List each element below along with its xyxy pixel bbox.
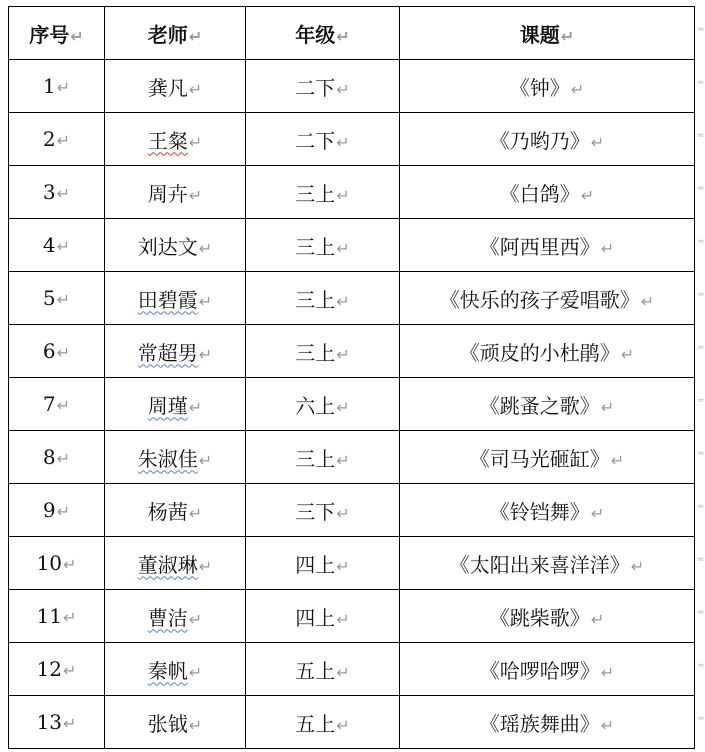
cell-topic[interactable] bbox=[400, 378, 695, 431]
paragraph-mark-icon: ↵ bbox=[56, 290, 71, 309]
paragraph-mark-icon: ↵ bbox=[188, 662, 203, 682]
cell-number[interactable] bbox=[9, 378, 105, 431]
paragraph-mark-icon: ↵ bbox=[336, 556, 350, 576]
cell-number-text: 13 bbox=[36, 710, 63, 734]
paragraph-mark-icon: ↵ bbox=[580, 185, 595, 205]
end-of-row-mark-icon: ≈ bbox=[697, 131, 705, 141]
header-label: 课题 bbox=[519, 22, 560, 47]
cell-teacher-text: 曹洁 bbox=[147, 605, 188, 630]
paragraph-mark-icon: ↵ bbox=[188, 609, 203, 629]
cell-number-text: 2 bbox=[42, 127, 56, 151]
paragraph-mark-icon: ↵ bbox=[188, 79, 203, 99]
paragraph-mark-icon: ↵ bbox=[56, 131, 71, 150]
cell-teacher[interactable] bbox=[105, 60, 246, 113]
paragraph-mark-icon: ↵ bbox=[600, 662, 615, 682]
cell-teacher-text: 杨茜 bbox=[147, 499, 188, 524]
cell-topic[interactable] bbox=[400, 113, 695, 166]
cell-grade[interactable] bbox=[246, 219, 400, 272]
table-row bbox=[9, 325, 695, 378]
paragraph-mark-icon: ↵ bbox=[336, 291, 350, 311]
cell-teacher-text: 周瑾 bbox=[147, 393, 188, 418]
end-of-row-mark-icon: ≈ bbox=[697, 608, 705, 618]
paragraph-mark-icon: ↵ bbox=[336, 185, 350, 205]
paragraph-mark-icon: ↵ bbox=[600, 715, 615, 735]
cell-number-text: 11 bbox=[36, 604, 63, 628]
cell-teacher[interactable] bbox=[105, 431, 246, 484]
header-label: 年级 bbox=[295, 22, 336, 47]
lesson-table bbox=[8, 6, 695, 749]
cell-number-text: 6 bbox=[42, 339, 56, 363]
cell-number[interactable] bbox=[9, 166, 105, 219]
end-of-row-mark-icon: ≈ bbox=[697, 714, 705, 724]
paragraph-mark-icon: ↵ bbox=[336, 397, 350, 417]
paragraph-mark-icon: ↵ bbox=[336, 662, 350, 682]
cell-teacher-text: 董淑琳 bbox=[137, 552, 198, 577]
paragraph-mark-icon: ↵ bbox=[56, 237, 71, 256]
end-of-row-mark-icon: ≈ bbox=[697, 343, 705, 353]
paragraph-mark-icon: ↵ bbox=[336, 609, 350, 629]
cell-number[interactable] bbox=[9, 219, 105, 272]
cell-number-text: 10 bbox=[36, 551, 63, 575]
cell-number[interactable] bbox=[9, 272, 105, 325]
cell-grade[interactable] bbox=[246, 113, 400, 166]
header-label: 序号 bbox=[29, 22, 70, 47]
paragraph-mark-icon: ↵ bbox=[56, 396, 71, 415]
paragraph-mark-icon: ↵ bbox=[63, 714, 77, 733]
cell-grade[interactable] bbox=[246, 325, 400, 378]
cell-topic-text: 《阿西里西》 bbox=[479, 234, 600, 259]
cell-number-text: 4 bbox=[42, 233, 56, 257]
cell-teacher-text: 田碧霞 bbox=[137, 287, 198, 312]
paragraph-mark-icon: ↵ bbox=[198, 450, 213, 470]
paragraph-mark-icon: ↵ bbox=[56, 449, 71, 468]
paragraph-mark-icon: ↵ bbox=[56, 184, 71, 203]
cell-teacher[interactable] bbox=[105, 378, 246, 431]
cell-number-text: 5 bbox=[42, 286, 56, 310]
paragraph-mark-icon: ↵ bbox=[336, 344, 350, 364]
cell-topic-text: 《白鸽》 bbox=[499, 181, 580, 206]
cell-grade-text: 五上 bbox=[295, 658, 336, 683]
end-of-row-mark-icon: ≈ bbox=[697, 290, 705, 300]
cell-teacher[interactable] bbox=[105, 696, 246, 749]
paragraph-mark-icon: ↵ bbox=[56, 502, 71, 521]
paragraph-mark-icon: ↵ bbox=[188, 503, 203, 523]
cell-teacher-text: 朱淑佳 bbox=[137, 446, 198, 471]
cell-grade-text: 六上 bbox=[295, 393, 336, 418]
paragraph-mark-icon: ↵ bbox=[336, 715, 350, 735]
paragraph-mark-icon: ↵ bbox=[198, 556, 213, 576]
paragraph-mark-icon: ↵ bbox=[336, 132, 350, 152]
cell-teacher-text: 龚凡 bbox=[147, 75, 188, 100]
cell-grade[interactable] bbox=[246, 272, 400, 325]
table-row bbox=[9, 537, 695, 590]
paragraph-mark-icon: ↵ bbox=[590, 132, 605, 152]
cell-teacher[interactable] bbox=[105, 484, 246, 537]
cell-grade[interactable] bbox=[246, 431, 400, 484]
cell-grade[interactable] bbox=[246, 537, 400, 590]
cell-grade-text: 二下 bbox=[295, 75, 336, 100]
cell-grade-text: 四上 bbox=[295, 552, 336, 577]
paragraph-mark-icon: ↵ bbox=[620, 344, 635, 364]
cell-topic[interactable] bbox=[400, 219, 695, 272]
paragraph-mark-icon: ↵ bbox=[56, 343, 71, 362]
cell-teacher-text: 周卉 bbox=[147, 181, 188, 206]
paragraph-mark-icon: ↵ bbox=[188, 185, 203, 205]
cell-topic-text: 《顽皮的小杜鹃》 bbox=[459, 340, 620, 365]
table-row bbox=[9, 484, 695, 537]
paragraph-mark-icon: ↵ bbox=[336, 238, 350, 258]
cell-topic-text: 《瑶族舞曲》 bbox=[479, 711, 600, 736]
table-row bbox=[9, 60, 695, 113]
cell-grade-text: 三上 bbox=[295, 340, 336, 365]
table-row bbox=[9, 696, 695, 749]
cell-grade-text: 三上 bbox=[295, 234, 336, 259]
cell-number[interactable] bbox=[9, 325, 105, 378]
paragraph-mark-icon: ↵ bbox=[336, 26, 350, 46]
cell-topic[interactable] bbox=[400, 431, 695, 484]
cell-topic-text: 《跳柴歌》 bbox=[489, 605, 590, 630]
cell-teacher-text: 王粲 bbox=[147, 128, 188, 153]
paragraph-mark-icon: ↵ bbox=[198, 344, 213, 364]
paragraph-mark-icon: ↵ bbox=[56, 78, 71, 97]
cell-grade[interactable] bbox=[246, 484, 400, 537]
paragraph-mark-icon: ↵ bbox=[630, 556, 645, 576]
paragraph-mark-icon: ↵ bbox=[590, 503, 605, 523]
end-of-row-mark-icon: ≈ bbox=[697, 661, 705, 671]
cell-teacher-text: 张钺 bbox=[147, 711, 188, 736]
header-cell-number[interactable] bbox=[9, 7, 105, 60]
paragraph-mark-icon: ↵ bbox=[63, 555, 77, 574]
cell-topic[interactable] bbox=[400, 696, 695, 749]
paragraph-mark-icon: ↵ bbox=[610, 450, 625, 470]
cell-grade[interactable] bbox=[246, 696, 400, 749]
table-row bbox=[9, 378, 695, 431]
paragraph-mark-icon: ↵ bbox=[336, 79, 350, 99]
cell-grade-text: 四上 bbox=[295, 605, 336, 630]
end-of-row-mark-icon: ≈ bbox=[697, 396, 705, 406]
paragraph-mark-icon: ↵ bbox=[336, 450, 350, 470]
cell-number[interactable] bbox=[9, 113, 105, 166]
cell-topic-text: 《哈啰哈啰》 bbox=[479, 658, 600, 683]
cell-topic[interactable] bbox=[400, 272, 695, 325]
cell-topic[interactable] bbox=[400, 643, 695, 696]
cell-teacher[interactable] bbox=[105, 590, 246, 643]
cell-grade[interactable] bbox=[246, 590, 400, 643]
cell-grade-text: 二下 bbox=[295, 128, 336, 153]
cell-topic-text: 《快乐的孩子爱唱歌》 bbox=[439, 287, 640, 312]
cell-teacher[interactable] bbox=[105, 113, 246, 166]
cell-grade-text: 五上 bbox=[295, 711, 336, 736]
cell-grade-text: 三上 bbox=[295, 446, 336, 471]
header-label: 老师 bbox=[147, 22, 188, 47]
paragraph-mark-icon: ↵ bbox=[188, 715, 203, 735]
paragraph-mark-icon: ↵ bbox=[600, 238, 615, 258]
cell-number-text: 3 bbox=[42, 180, 56, 204]
cell-grade[interactable] bbox=[246, 166, 400, 219]
cell-number-text: 7 bbox=[42, 392, 56, 416]
end-of-row-mark-icon: ≈ bbox=[697, 449, 705, 459]
end-of-row-mark-icon: ≈ bbox=[697, 184, 705, 194]
cell-number[interactable] bbox=[9, 431, 105, 484]
paragraph-mark-icon: ↵ bbox=[63, 661, 77, 680]
cell-topic-text: 《跳蚤之歌》 bbox=[479, 393, 600, 418]
cell-number[interactable] bbox=[9, 484, 105, 537]
paragraph-mark-icon: ↵ bbox=[640, 291, 655, 311]
table-row bbox=[9, 590, 695, 643]
cell-number[interactable] bbox=[9, 537, 105, 590]
cell-grade[interactable] bbox=[246, 378, 400, 431]
paragraph-mark-icon: ↵ bbox=[188, 397, 203, 417]
table-row bbox=[9, 113, 695, 166]
cell-teacher[interactable] bbox=[105, 643, 246, 696]
end-of-row-mark-icon: ≈ bbox=[697, 78, 705, 88]
paragraph-mark-icon: ↵ bbox=[570, 79, 585, 99]
cell-number-text: 12 bbox=[36, 657, 63, 681]
cell-number-text: 1 bbox=[42, 74, 56, 98]
cell-teacher[interactable] bbox=[105, 537, 246, 590]
paragraph-mark-icon: ↵ bbox=[188, 132, 203, 152]
paragraph-mark-icon: ↵ bbox=[63, 608, 77, 627]
cell-number-text: 8 bbox=[42, 445, 56, 469]
table-row bbox=[9, 219, 695, 272]
cell-teacher[interactable] bbox=[105, 219, 246, 272]
cell-grade[interactable] bbox=[246, 643, 400, 696]
cell-teacher-text: 刘达文 bbox=[137, 234, 198, 259]
paragraph-mark-icon: ↵ bbox=[590, 609, 605, 629]
cell-topic[interactable] bbox=[400, 166, 695, 219]
cell-number[interactable] bbox=[9, 643, 105, 696]
paragraph-mark-icon: ↵ bbox=[600, 397, 615, 417]
cell-number[interactable] bbox=[9, 60, 105, 113]
table-row bbox=[9, 166, 695, 219]
cell-grade-text: 三下 bbox=[295, 499, 336, 524]
cell-grade[interactable] bbox=[246, 60, 400, 113]
cell-topic-text: 《太阳出来喜洋洋》 bbox=[449, 552, 630, 577]
end-of-row-mark-icon: ≈ bbox=[697, 555, 705, 565]
cell-topic[interactable] bbox=[400, 484, 695, 537]
header-cell-teacher[interactable] bbox=[105, 7, 246, 60]
cell-teacher[interactable] bbox=[105, 272, 246, 325]
paragraph-mark-icon: ↵ bbox=[560, 26, 575, 46]
cell-topic[interactable] bbox=[400, 537, 695, 590]
table-row bbox=[9, 431, 695, 484]
paragraph-mark-icon: ↵ bbox=[70, 26, 84, 46]
header-cell-topic[interactable] bbox=[400, 7, 695, 60]
cell-topic[interactable] bbox=[400, 590, 695, 643]
paragraph-mark-icon: ↵ bbox=[188, 26, 203, 46]
cell-grade-text: 三上 bbox=[295, 181, 336, 206]
cell-teacher[interactable] bbox=[105, 166, 246, 219]
cell-topic-text: 《铃铛舞》 bbox=[489, 499, 590, 524]
end-of-row-mark-icon: ≈ bbox=[697, 502, 705, 512]
cell-number[interactable] bbox=[9, 590, 105, 643]
header-cell-grade[interactable] bbox=[246, 7, 400, 60]
cell-grade-text: 三上 bbox=[295, 287, 336, 312]
table-header-row bbox=[9, 7, 695, 60]
cell-teacher[interactable] bbox=[105, 325, 246, 378]
paragraph-mark-icon: ↵ bbox=[198, 238, 213, 258]
cell-topic[interactable] bbox=[400, 325, 695, 378]
cell-number[interactable] bbox=[9, 696, 105, 749]
table-row bbox=[9, 643, 695, 696]
paragraph-mark-icon: ↵ bbox=[198, 291, 213, 311]
end-of-row-mark-icon: ≈ bbox=[697, 237, 705, 247]
cell-topic[interactable] bbox=[400, 60, 695, 113]
cell-teacher-text: 常超男 bbox=[137, 340, 198, 365]
cell-topic-text: 《司马光砸缸》 bbox=[469, 446, 610, 471]
end-of-row-mark-icon: ≈ bbox=[697, 25, 705, 35]
cell-topic-text: 《乃哟乃》 bbox=[489, 128, 590, 153]
cell-topic-text: 《钟》 bbox=[509, 75, 570, 100]
paragraph-mark-icon: ↵ bbox=[336, 503, 350, 523]
cell-number-text: 9 bbox=[42, 498, 56, 522]
table-row bbox=[9, 272, 695, 325]
table-body bbox=[9, 60, 695, 749]
cell-teacher-text: 秦帆 bbox=[147, 658, 188, 683]
